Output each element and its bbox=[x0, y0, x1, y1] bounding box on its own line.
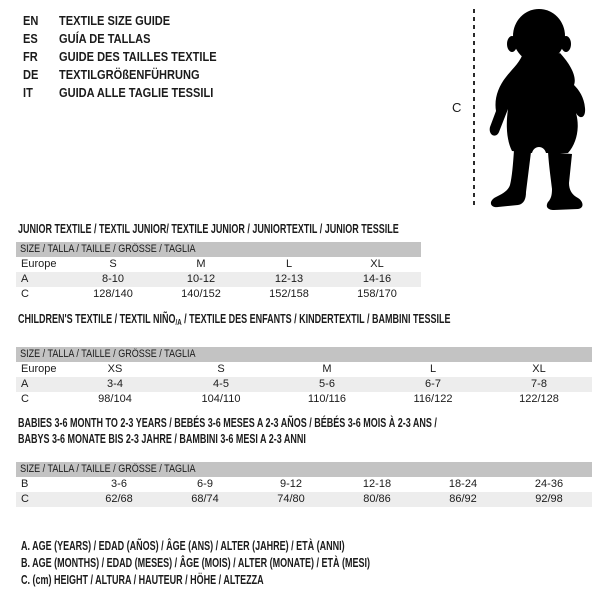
table-cell: 74/80 bbox=[248, 492, 334, 507]
table-cell: 80/86 bbox=[334, 492, 420, 507]
table-cell: 6-9 bbox=[197, 478, 213, 490]
guide-title: GUIDA ALLE TAGLIE TESSILI bbox=[59, 84, 214, 100]
table-cell: L bbox=[285, 258, 293, 270]
table-cell: 62/68 bbox=[76, 492, 162, 507]
table-cell: 122/128 bbox=[519, 393, 559, 405]
language-title-list bbox=[23, 11, 244, 101]
table-cell: A bbox=[16, 377, 62, 392]
table-cell: 92/98 bbox=[506, 492, 592, 507]
title-line: BABYS 3-6 MONATE BIS 2-3 JAHRE / BAMBINI 3-6 MESI A 2-3 ANNI bbox=[18, 432, 306, 446]
baby-silhouette-icon bbox=[484, 5, 598, 211]
table-cell: 104/110 bbox=[201, 393, 241, 405]
table-row bbox=[16, 377, 592, 392]
table-cell: XL bbox=[370, 258, 384, 270]
table-cell: 12-13 bbox=[245, 272, 333, 287]
table-cell: C bbox=[21, 288, 29, 300]
table-cell: L bbox=[429, 363, 437, 375]
height-measure-label: C bbox=[452, 100, 462, 115]
table-row bbox=[16, 272, 421, 287]
table-cell: 18-24 bbox=[448, 478, 478, 490]
table-cell: A bbox=[16, 272, 69, 287]
legend-line-a: A. AGE (YEARS) / EDAD (AÑOS) / ÂGE (ANS) / ALTER (JAHRE) / ETÀ (ANNI) bbox=[21, 539, 345, 553]
measurement-legend bbox=[21, 538, 506, 589]
table-cell: 9-12 bbox=[279, 478, 303, 490]
table-row bbox=[16, 257, 421, 272]
table-cell: 5-6 bbox=[274, 377, 380, 392]
table-cell: Europe bbox=[21, 258, 57, 270]
list-item bbox=[23, 29, 244, 47]
legend-line-b: B. AGE (MONTHS) / EDAD (MESES) / ÂGE (MOIS) / ALTER (MONATE) / ETÀ (MESI) bbox=[21, 556, 370, 570]
table-cell: 12-18 bbox=[362, 478, 392, 490]
guide-title: TEXTILE SIZE GUIDE bbox=[59, 12, 171, 28]
table-cell: S bbox=[217, 363, 225, 375]
size-header-label: SIZE / TALLA / TAILLE / GRÖSSE / TAGLIA bbox=[20, 463, 196, 475]
list-item bbox=[23, 65, 244, 83]
guide-title: GUIDE DES TAILLES TEXTILE bbox=[59, 48, 217, 64]
table-cell: 3-6 bbox=[111, 478, 127, 490]
list-item bbox=[23, 11, 244, 29]
table-cell: C bbox=[21, 393, 29, 405]
table-cell: XL bbox=[532, 363, 546, 375]
language-code: ES bbox=[23, 30, 38, 46]
table-cell: 86/92 bbox=[420, 492, 506, 507]
legend-line-c: C. (cm) HEIGHT / ALTURA / HAUTEUR / HÖHE / ALTEZZA bbox=[21, 573, 264, 587]
table-cell: 158/170 bbox=[357, 288, 397, 300]
size-table-babies bbox=[16, 462, 592, 507]
guide-title: TEXTILGRÖßENFÜHRUNG bbox=[59, 66, 200, 82]
table-cell: 4-5 bbox=[168, 377, 274, 392]
table-cell: 10-12 bbox=[157, 272, 245, 287]
section-title-babies bbox=[18, 415, 437, 447]
size-table-children bbox=[16, 347, 592, 407]
table-cell: 128/140 bbox=[93, 288, 133, 300]
table-cell: B bbox=[21, 478, 29, 490]
section-title-junior: JUNIOR TEXTILE / TEXTIL JUNIOR/ TEXTILE JUNIOR / JUNIORTEXTIL / JUNIOR TESSILE bbox=[18, 222, 399, 236]
title-subscript: /A bbox=[175, 317, 182, 327]
language-code: EN bbox=[23, 12, 39, 28]
table-cell: 116/122 bbox=[413, 393, 453, 405]
title-text: CHILDREN'S TEXTILE / TEXTIL NIÑO bbox=[18, 312, 176, 326]
size-header-bar bbox=[16, 347, 592, 362]
table-cell: S bbox=[109, 258, 117, 270]
table-cell: 3-4 bbox=[62, 377, 168, 392]
language-code: FR bbox=[23, 48, 38, 64]
table-cell: XS bbox=[107, 363, 123, 375]
table-cell: 8-10 bbox=[69, 272, 157, 287]
table-cell: M bbox=[322, 363, 332, 375]
language-code: DE bbox=[23, 66, 39, 82]
title-line: BABIES 3-6 MONTH TO 2-3 YEARS / BEBÉS 3-6 MESES A 2-3 AÑOS / BÉBÉS 3-6 MOIS À 2-3 ANS / bbox=[18, 416, 437, 430]
table-cell: C bbox=[16, 492, 76, 507]
table-row bbox=[16, 392, 592, 407]
table-cell: 152/158 bbox=[269, 288, 309, 300]
table-row bbox=[16, 492, 592, 507]
table-cell: M bbox=[196, 258, 206, 270]
table-row bbox=[16, 362, 592, 377]
table-cell: 7-8 bbox=[486, 377, 592, 392]
table-row bbox=[16, 477, 592, 492]
size-header-label: SIZE / TALLA / TAILLE / GRÖSSE / TAGLIA bbox=[20, 243, 196, 255]
table-cell: Europe bbox=[21, 363, 57, 375]
table-cell: 14-16 bbox=[333, 272, 421, 287]
list-item bbox=[23, 83, 244, 101]
size-header-bar bbox=[16, 242, 421, 257]
guide-title: GUÍA DE TALLAS bbox=[59, 30, 151, 46]
size-table-junior bbox=[16, 242, 421, 302]
table-cell: 6-7 bbox=[380, 377, 486, 392]
section-title-children bbox=[18, 311, 450, 330]
table-row bbox=[16, 287, 421, 302]
table-cell: 68/74 bbox=[162, 492, 248, 507]
height-measure-line bbox=[473, 9, 475, 205]
size-header-label: SIZE / TALLA / TAILLE / GRÖSSE / TAGLIA bbox=[20, 348, 196, 360]
title-text: / TEXTILE DES ENFANTS / KINDERTEXTIL / BAMBINI TESSILE bbox=[181, 312, 451, 326]
table-cell: 140/152 bbox=[181, 288, 221, 300]
size-header-bar bbox=[16, 462, 592, 477]
list-item bbox=[23, 47, 244, 65]
table-cell: 98/104 bbox=[98, 393, 132, 405]
table-cell: 24-36 bbox=[534, 478, 564, 490]
table-cell: 110/116 bbox=[307, 393, 347, 405]
language-code: IT bbox=[23, 84, 33, 100]
